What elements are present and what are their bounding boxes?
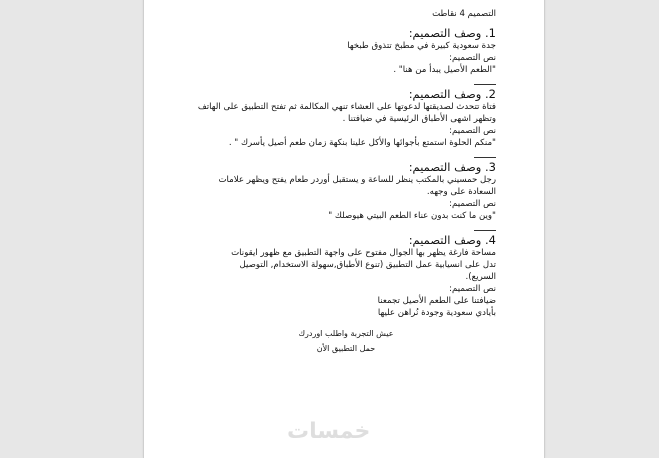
footer-line: حمل التطبيق الأن bbox=[316, 344, 376, 353]
section-heading bbox=[196, 233, 496, 247]
section-desc-line: مساحة فارغة يظهر بها الجوال مفتوح على واجهة التطبيق مع ظهور ايقونات bbox=[231, 248, 496, 258]
section-desc-line: تدل على انسيابية عمل التطبيق (تنوع الأطباق,سهولة الاستخدام, التوصيل bbox=[239, 260, 496, 270]
document-content bbox=[144, 8, 544, 356]
design-text: بأيادي سعودية وجودة نُراهن عليها bbox=[377, 308, 496, 318]
document-footer bbox=[196, 326, 496, 356]
section-heading-label: وصف التصميم: bbox=[408, 87, 482, 101]
section-1 bbox=[196, 26, 496, 76]
intro-line: التصميم 4 نقاطت bbox=[432, 9, 496, 19]
section-heading bbox=[196, 26, 496, 40]
section-divider bbox=[474, 84, 496, 85]
section-divider bbox=[474, 230, 496, 231]
section-number: 2. bbox=[485, 87, 496, 101]
section-divider bbox=[474, 157, 496, 158]
section-heading bbox=[196, 160, 496, 174]
section-4 bbox=[196, 233, 496, 319]
design-text-label: نص التصميم: bbox=[449, 199, 496, 209]
section-number: 3. bbox=[485, 160, 496, 174]
footer-line: عيش التجربة واطلب اوردرك bbox=[298, 329, 394, 338]
document-page bbox=[143, 0, 545, 458]
section-desc-line: السعادة على وجهه. bbox=[426, 187, 496, 197]
design-text: "الطعم الأصيل يبدأ من هنا" . bbox=[393, 65, 496, 75]
design-text: ضيافتنا على الطعم الأصيل تجمعنا bbox=[377, 296, 496, 306]
section-desc-line: جدة سعودية كبيرة في مطبخ تتذوق طبخها bbox=[347, 41, 496, 51]
section-desc-line: السريع). bbox=[465, 272, 496, 282]
design-text-label: نص التصميم: bbox=[449, 53, 496, 63]
section-number: 4. bbox=[485, 233, 496, 247]
design-text: "وين ما كنت بدون عناء الطعم البيتي هيوصلك " bbox=[328, 211, 496, 221]
section-heading-label: وصف التصميم: bbox=[408, 233, 482, 247]
section-2 bbox=[196, 87, 496, 149]
section-heading bbox=[196, 87, 496, 101]
section-3 bbox=[196, 160, 496, 222]
section-desc-line: رجل حمسيني بالمكتب ينظر للساعة و يستقبل أوردر طعام يفتح ويظهر علامات bbox=[218, 175, 496, 185]
design-text: "منكم الحلوة استمتع بأجوائها والأكل علينا بنكهة زمان طعم أصيل يأسرك " . bbox=[228, 138, 496, 148]
section-heading-label: وصف التصميم: bbox=[408, 26, 482, 40]
section-desc-line: فتاة تتحدث لصديقتها لدعوتها على العشاء تنهي المكالمة ثم تفتح التطبيق على الهاتف bbox=[197, 102, 496, 112]
design-text-label: نص التصميم: bbox=[449, 126, 496, 136]
section-desc-line: وتظهر اشهى الأطباق الرئيسية في ضيافتنا . bbox=[342, 114, 496, 124]
design-text-label: نص التصميم: bbox=[449, 284, 496, 294]
section-heading-label: وصف التصميم: bbox=[408, 160, 482, 174]
section-number: 1. bbox=[485, 26, 496, 40]
watermark-logo: خمسات bbox=[287, 419, 371, 444]
